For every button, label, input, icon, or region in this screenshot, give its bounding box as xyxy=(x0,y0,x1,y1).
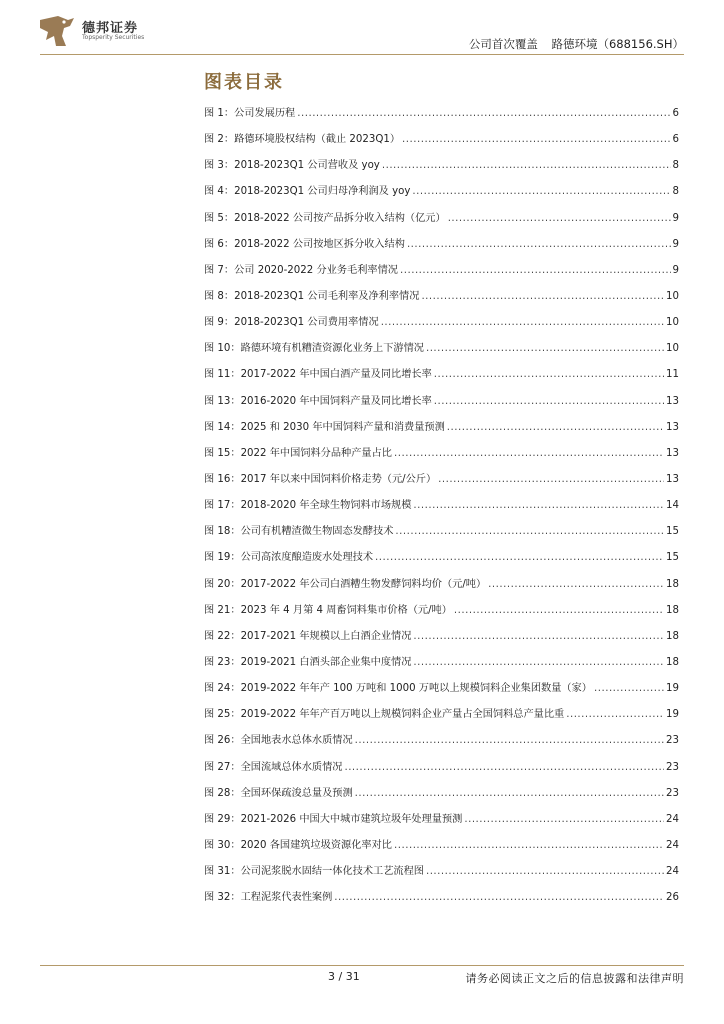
toc-leader-dots xyxy=(434,369,664,380)
toc-entry-page: 24 xyxy=(666,813,679,825)
toc-entry[interactable] xyxy=(204,496,679,522)
toc-entry[interactable] xyxy=(204,339,679,365)
toc-entry-label: 图 16：2017 年以来中国饲料价格走势（元/公斤） xyxy=(204,473,437,485)
toc-entry-page: 6 xyxy=(672,134,679,146)
toc-entry-page: 13 xyxy=(666,395,679,407)
toc-leader-dots xyxy=(566,709,664,720)
toc-entry-label: 图 23：2019-2021 白酒头部企业集中度情况 xyxy=(204,656,412,668)
toc-entry[interactable] xyxy=(204,627,679,653)
toc-leader-dots xyxy=(448,213,671,224)
toc-entry[interactable] xyxy=(204,156,679,182)
toc-entry[interactable] xyxy=(204,705,679,731)
toc-entry-label: 图 7：公司 2020-2022 分业务毛利率情况 xyxy=(204,264,398,276)
toc-entry-label: 图 22：2017-2021 年规模以上白酒企业情况 xyxy=(204,630,412,642)
toc-entry-page: 8 xyxy=(672,186,679,198)
toc-leader-dots xyxy=(413,657,664,668)
toc-entry[interactable] xyxy=(204,261,679,287)
toc-entry-label: 图 26：全国地表水总体水质情况 xyxy=(204,735,353,747)
toc-leader-dots xyxy=(426,866,664,877)
toc-entry-label: 图 30：2020 各国建筑垃圾资源化率对比 xyxy=(204,839,392,851)
toc-leader-dots xyxy=(297,108,670,119)
toc-leader-dots xyxy=(413,500,664,511)
toc-leader-dots xyxy=(438,474,664,485)
toc-entry[interactable] xyxy=(204,287,679,313)
toc-entry-page: 19 xyxy=(666,709,679,721)
toc-entry[interactable] xyxy=(204,679,679,705)
toc-entry-label: 图 29：2021-2026 中国大中城市建筑垃圾年处理量预测 xyxy=(204,813,463,825)
toc-entry-label: 图 2：路德环境股权结构（截止 2023Q1） xyxy=(204,134,401,146)
toc-entry[interactable] xyxy=(204,444,679,470)
toc-entry-page: 15 xyxy=(666,526,679,538)
toc-leader-dots xyxy=(464,814,664,825)
toc-leader-dots xyxy=(402,134,671,145)
report-type: 公司首次覆盖 xyxy=(468,37,538,51)
toc-entry-page: 18 xyxy=(666,630,679,642)
toc-entry-page: 24 xyxy=(666,839,679,851)
company-ticker: 路德环境（688156.SH） xyxy=(551,37,684,51)
page-title: 图表目录 xyxy=(204,72,284,93)
toc-entry-page: 13 xyxy=(666,447,679,459)
toc-entry-label: 图 9：2018-2023Q1 公司费用率情况 xyxy=(204,317,379,329)
toc-entry[interactable] xyxy=(204,313,679,339)
toc-entry-label: 图 24：2019-2022 年年产 100 万吨和 1000 万吨以上规模饲料企业集团数量（家） xyxy=(204,683,592,695)
toc-entry-page: 15 xyxy=(666,552,679,564)
toc-entry-label: 图 32：工程泥浆代表性案例 xyxy=(204,892,333,904)
toc-leader-dots xyxy=(421,291,664,302)
toc-entry-page: 11 xyxy=(666,369,679,381)
toc-entry[interactable] xyxy=(204,182,679,208)
toc-leader-dots xyxy=(355,735,664,746)
toc-leader-dots xyxy=(395,526,664,537)
page-number: 3 / 31 xyxy=(328,970,360,983)
toc-leader-dots xyxy=(447,422,664,433)
toc-entry[interactable] xyxy=(204,104,679,130)
header-report-info xyxy=(459,36,684,52)
footer-divider xyxy=(40,965,684,966)
toc-entry[interactable] xyxy=(204,888,679,914)
toc-entry-page: 24 xyxy=(666,866,679,878)
logo-mark-icon xyxy=(38,14,76,48)
toc-entry-label: 图 20：2017-2022 年公司白酒糟生物发酵饲料均价（元/吨） xyxy=(204,578,487,590)
toc-entry-page: 9 xyxy=(672,264,679,276)
toc-entry[interactable] xyxy=(204,601,679,627)
toc-entry[interactable] xyxy=(204,470,679,496)
toc-entry[interactable] xyxy=(204,235,679,261)
toc-entry-label: 图 5：2018-2022 公司按产品拆分收入结构（亿元） xyxy=(204,212,446,224)
toc-leader-dots xyxy=(407,239,671,250)
toc-leader-dots xyxy=(400,265,671,276)
toc-entry-label: 图 28：全国环保疏浚总量及预测 xyxy=(204,787,353,799)
toc-entry[interactable] xyxy=(204,548,679,574)
toc-entry-label: 图 14：2025 和 2030 年中国饲料产量和消费量预测 xyxy=(204,421,445,433)
toc-leader-dots xyxy=(412,186,670,197)
toc-entry-label: 图 27：全国流域总体水质情况 xyxy=(204,761,343,773)
toc-leader-dots xyxy=(488,579,664,590)
toc-leader-dots xyxy=(394,840,664,851)
toc-entry[interactable] xyxy=(204,522,679,548)
toc-entry-label: 图 19：公司高浓度酿造废水处理技术 xyxy=(204,552,374,564)
toc-leader-dots xyxy=(344,762,664,773)
toc-leader-dots xyxy=(334,892,664,903)
table-of-figures xyxy=(204,104,679,914)
toc-leader-dots xyxy=(355,788,664,799)
toc-leader-dots xyxy=(594,683,664,694)
toc-entry-page: 9 xyxy=(672,238,679,250)
toc-entry[interactable] xyxy=(204,653,679,679)
toc-entry[interactable] xyxy=(204,731,679,757)
toc-entry[interactable] xyxy=(204,209,679,235)
toc-entry-page: 18 xyxy=(666,578,679,590)
toc-entry-page: 8 xyxy=(672,160,679,172)
toc-entry-label: 图 11：2017-2022 年中国白酒产量及同比增长率 xyxy=(204,369,432,381)
toc-entry-label: 图 25：2019-2022 年年产百万吨以上规模饲料企业产量占全国饲料总产量比重 xyxy=(204,709,565,721)
toc-entry-label: 图 8：2018-2023Q1 公司毛利率及净利率情况 xyxy=(204,290,420,302)
toc-entry-page: 23 xyxy=(666,735,679,747)
toc-leader-dots xyxy=(375,552,664,563)
toc-entry-page: 26 xyxy=(666,892,679,904)
toc-entry-label: 图 17：2018-2020 年全球生物饲料市场规模 xyxy=(204,500,412,512)
toc-entry-page: 18 xyxy=(666,656,679,668)
toc-entry-label: 图 31：公司泥浆脱水固结一体化技术工艺流程图 xyxy=(204,866,424,878)
header-divider xyxy=(40,54,684,55)
toc-entry[interactable] xyxy=(204,365,679,391)
toc-entry[interactable] xyxy=(204,836,679,862)
toc-entry-label: 图 1：公司发展历程 xyxy=(204,108,296,119)
toc-entry[interactable] xyxy=(204,784,679,810)
toc-entry-page: 9 xyxy=(672,212,679,224)
toc-entry[interactable] xyxy=(204,810,679,836)
toc-entry[interactable] xyxy=(204,575,679,601)
page-header xyxy=(0,0,724,58)
company-logo xyxy=(38,14,198,48)
toc-leader-dots xyxy=(382,160,671,171)
toc-entry[interactable] xyxy=(204,392,679,418)
toc-leader-dots xyxy=(454,605,664,616)
toc-entry-label: 图 15：2022 年中国饲料分品种产量占比 xyxy=(204,447,392,459)
toc-entry-page: 10 xyxy=(666,317,679,329)
toc-entry-label: 图 6：2018-2022 公司按地区拆分收入结构 xyxy=(204,238,405,250)
toc-entry-page: 13 xyxy=(666,421,679,433)
toc-entry-page: 10 xyxy=(666,343,679,355)
toc-entry[interactable] xyxy=(204,130,679,156)
logo-text-cn: 德邦证券 xyxy=(82,21,139,36)
toc-entry-label: 图 3：2018-2023Q1 公司营收及 yoy xyxy=(204,160,380,172)
toc-entry[interactable] xyxy=(204,862,679,888)
toc-leader-dots xyxy=(426,343,664,354)
toc-entry-page: 14 xyxy=(666,500,679,512)
toc-entry-page: 23 xyxy=(666,761,679,773)
toc-entry-page: 23 xyxy=(666,787,679,799)
toc-entry-page: 13 xyxy=(666,473,679,485)
disclaimer-text: 请务必阅读正文之后的信息披露和法律声明 xyxy=(465,972,684,985)
toc-entry-label: 图 21：2023 年 4 月第 4 周畜饲料集市价格（元/吨） xyxy=(204,604,452,616)
toc-entry-page: 6 xyxy=(672,108,679,119)
toc-entry-label: 图 10：路德环境有机糟渣资源化业务上下游情况 xyxy=(204,343,424,355)
toc-leader-dots xyxy=(413,631,664,642)
toc-entry[interactable] xyxy=(204,758,679,784)
toc-leader-dots xyxy=(394,448,664,459)
toc-leader-dots xyxy=(434,396,664,407)
toc-entry-label: 图 4：2018-2023Q1 公司归母净利润及 yoy xyxy=(204,186,411,198)
toc-entry-label: 图 18：公司有机糟渣微生物固态发酵技术 xyxy=(204,526,394,538)
toc-entry-page: 10 xyxy=(666,290,679,302)
logo-text-en: Topsperity Securities xyxy=(82,34,145,41)
toc-entry[interactable] xyxy=(204,418,679,444)
toc-entry-page: 19 xyxy=(666,683,679,695)
toc-entry-label: 图 13：2016-2020 年中国饲料产量及同比增长率 xyxy=(204,395,432,407)
toc-entry-page: 18 xyxy=(666,604,679,616)
toc-leader-dots xyxy=(381,317,664,328)
